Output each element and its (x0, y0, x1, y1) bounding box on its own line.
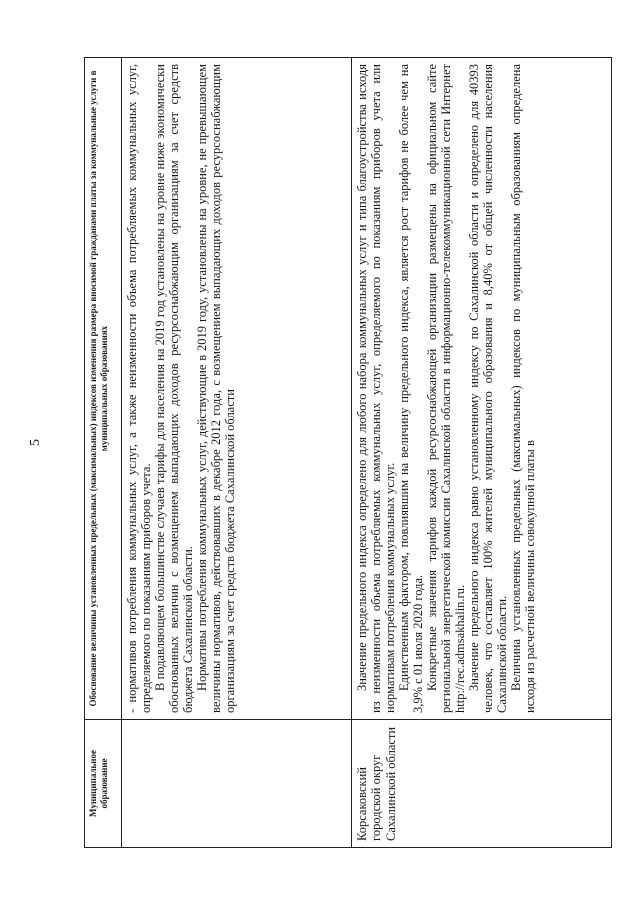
paragraph: В подавляющем большинстве случаев тарифы для населения на 2019 год установлены на уровне ниже экономически обоснованных величин с возмещением выпадающих доходов ресурсоснабжающим организациям за счет средств бюджета Сахалинской области. (153, 64, 195, 713)
table-row (122, 58, 352, 848)
paragraph: Значение предельного индекса определено для любого набора коммунальных услуг и типа благоустройства исходя из неизменности объема потребляемых коммунальных услуг, определяемого по показаниям приборов учета или нормативам потребления коммунальных услуг. (355, 64, 397, 713)
paragraph: Единственным фактором, повлиявшим на величину предельного индекса, является рост тарифов не более чем на 3,9% с 01 июля 2020 года. (397, 64, 425, 713)
paragraph: Величина установленных предельных (максимальных) индексов по муниципальным образованиям определена исходя из расчетной величины совокупной платы в (509, 64, 537, 713)
justification-cell (122, 58, 352, 720)
rotated-page-content (84, 58, 604, 848)
justification-table (84, 57, 612, 848)
paragraph: Нормативы потребления коммунальных услуг, действующие в 2019 году, установлены на уровне, не превышающем величины нормативов, действовавших в декабре 2012 года, с возмещением выпадающих доходов ресурсоснабжающим организациям за счет средств бюджета Сахалинской области (195, 64, 237, 713)
header-municipality: Муниципальное образование (85, 720, 122, 848)
paragraph: Конкретные значения тарифов каждой ресурсоснабжающей организации размещены на официальном сайте региональной энергетической комиссии Сахалинской области в информационно-телекоммуникационной сети Интернет http://rec.admsakhalin.ru. (425, 64, 467, 713)
table-row (352, 58, 612, 848)
municipality-cell: Корсаковский городской округ Сахалинской области (352, 720, 612, 848)
justification-cell (352, 58, 612, 720)
paragraph: - нормативов потребления коммунальных услуг, а также неизменности объема потребляемых коммунальных услуг, определяемого по показаниям приборов учета. (125, 64, 153, 713)
table-header-row (85, 58, 122, 848)
page-number: 5 (28, 439, 43, 446)
paragraph: Значение предельного индекса равно установленному индексу по Сахалинской области и определено для 40393 человек, что составляет 100% жителей муниципального образования и 8,40% от общей численности населения Сахалинской области. (467, 64, 509, 713)
header-justification: Обоснование величины установленных предельных (максимальных) индексов изменения размера вносимой гражданами платы за коммунальные услуги в муниципальных образованиях (85, 58, 122, 720)
municipality-cell (122, 720, 352, 848)
